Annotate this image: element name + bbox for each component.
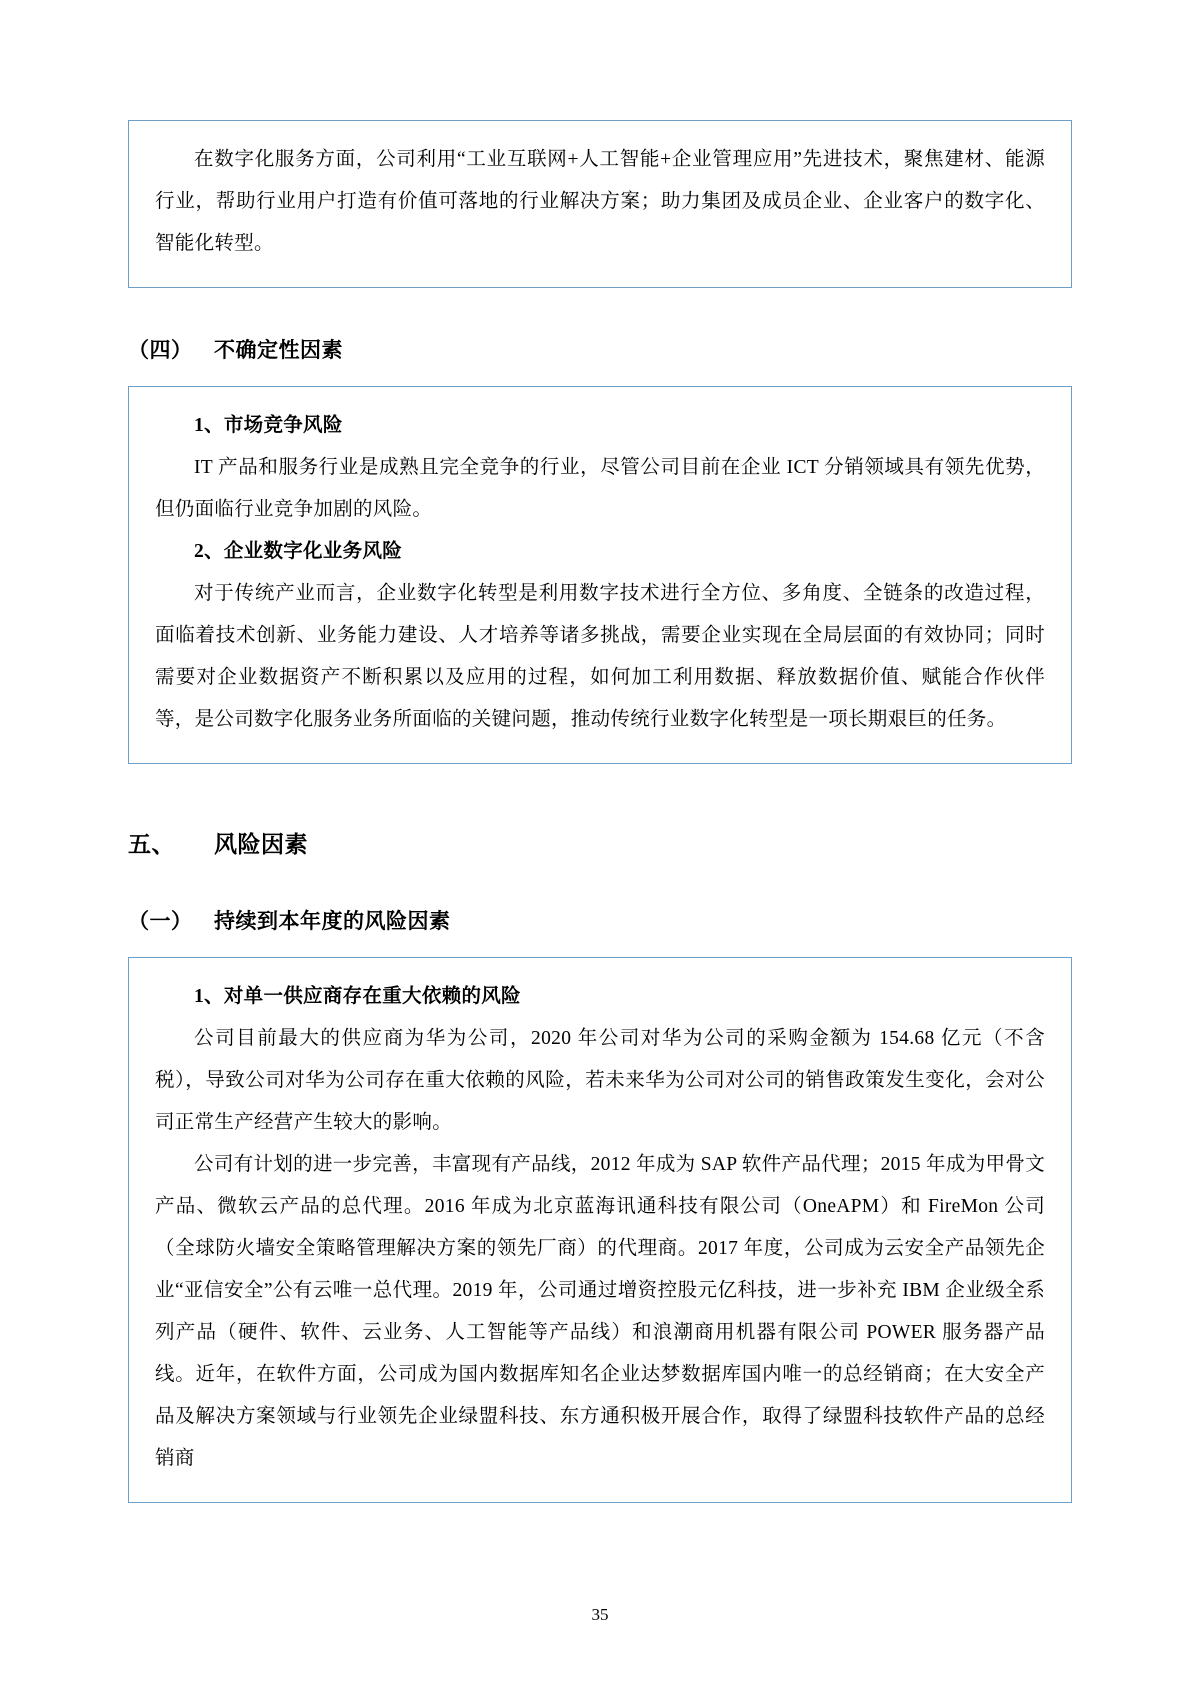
heading-continuing-risk-factors xyxy=(128,905,1072,935)
item-heading: 1、对单一供应商存在重大依赖的风险 xyxy=(194,986,521,1007)
paragraph: 对于传统产业而言，企业数字化转型是利用数字技术进行全方位、多角度、全链条的改造过程，面临着技术创新、业务能力建设、人才培养等诸多挑战，需要企业实现在全局层面的有效协同；同时需要对企业数据资产不断积累以及应用的过程，如何加工利用数据、释放数据价值、赋能合作伙伴等，是公司数字化服务业务所面临的关键问题，推动传统行业数字化转型是一项长期艰巨的任务。 xyxy=(155,583,1045,730)
paragraph: 在数字化服务方面，公司利用“工业互联网+人工智能+企业管理应用”先进技术，聚焦建材、能源行业，帮助行业用户打造有价值可落地的行业解决方案；助力集团及成员企业、企业客户的数字化、智能化转型。 xyxy=(155,149,1045,254)
heading-title: 不确定性因素 xyxy=(214,338,343,362)
heading-title: 风险因素 xyxy=(214,832,308,857)
heading-number: （一） xyxy=(128,909,193,933)
item-heading: 2、企业数字化业务风险 xyxy=(194,541,403,562)
heading-uncertainty-factors xyxy=(128,334,1072,364)
heading-number: （四） xyxy=(128,338,193,362)
paragraph: 公司有计划的进一步完善，丰富现有产品线，2012 年成为 SAP 软件产品代理；2015 年成为甲骨文产品、微软云产品的总代理。2016 年成为北京蓝海讯通科技有限公司（OneAPM）和 FireMon 公司（全球防火墙安全策略管理解决方案的领先厂商）的代理商。2017 年度，公司成为云安全产品领先企业“亚信安全”公有云唯一总代理。2019 年，公司通过增资控股元亿科技，进一步补充 IBM 企业级全系列产品（硬件、软件、云业务、人工智能等产品线）和浪潮商用机器有限公司 POWER 服务器产品线。近年，在软件方面，公司成为国内数据库知名企业达梦数据库国内唯一的总经销商；在大安全产品及解决方案领域与行业领先企业绿盟科技、东方通积极开展合作，取得了绿盟科技软件产品的总经销商 xyxy=(155,1154,1045,1469)
page-number: 35 xyxy=(591,1605,609,1624)
paragraph: 公司目前最大的供应商为华为公司，2020 年公司对华为公司的采购金额为 154.68 亿元（不含税），导致公司对华为公司存在重大依赖的风险，若未来华为公司对公司的销售政策发生变化，会对公司正常生产经营产生较大的影响。 xyxy=(155,1028,1045,1133)
digital-service-box xyxy=(128,120,1072,288)
uncertainty-box xyxy=(128,386,1072,764)
paragraph: IT 产品和服务行业是成熟且完全竞争的行业，尽管公司目前在企业 ICT 分销领域具有领先优势，但仍面临行业竞争加剧的风险。 xyxy=(155,457,1045,520)
supplier-risk-box xyxy=(128,957,1072,1503)
heading-risk-factors xyxy=(128,826,1072,859)
heading-title: 持续到本年度的风险因素 xyxy=(214,909,451,933)
heading-number: 五、 xyxy=(128,832,175,857)
item-heading: 1、市场竞争风险 xyxy=(194,415,343,436)
